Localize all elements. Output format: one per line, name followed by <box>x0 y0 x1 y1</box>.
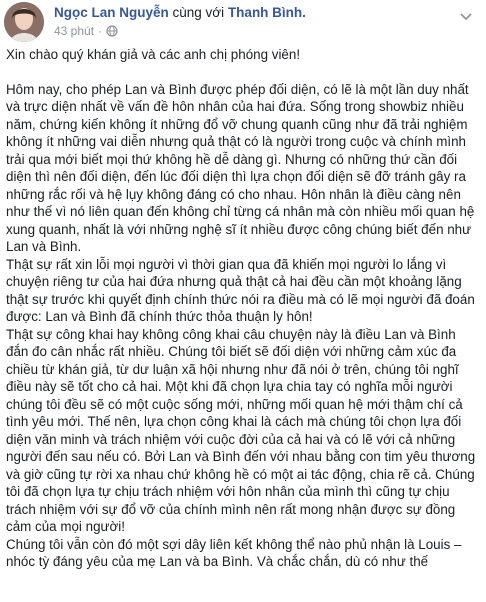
post-paragraph-3: Thật sự công khai hay không công khai câu chuyện này là điều Lan và Bình đắn đo cân nhắc rất nhiều. Chúng tôi biết sẽ đối diện với những cảm xúc đa chiều từ khán giả, từ dư luận xã hội nhưng như đã nói ở trên, chúng tôi nghĩ điều này sẽ tốt cho cả hai. Một khi đã chọn lựa chia tay có nghĩa mỗi người chúng tôi đều sẽ có một cuộc sống mới, những mối quan hệ mới thậm chí cả tình yêu mới. Thế nên, lựa chọn công khai là cách mà chúng tôi chọn lựa đối diện văn minh và trách nhiệm với cuộc đời của cả hai và có lẽ với cả những người đến sau nếu có. Bởi Lan và Bình đến với nhau bằng con tim yêu thương và giờ cũng tự rời xa nhau chứ không hề có một ai tác động, chia rẽ cả. Chúng tôi đã chọn lựa tự chịu trách nhiệm với hôn nhân của mình thì cũng tự chịu trách nhiệm với sự đổ vỡ của chính mình nên rất mong nhận được sự đồng cảm của mọi người! <box>6 326 476 534</box>
author-line <box>54 4 306 22</box>
tagged-name[interactable]: Thanh Bình. <box>227 5 306 20</box>
globe-icon <box>106 25 118 37</box>
post-greeting: Xin chào quý khán giả và các anh chị phóng viên! <box>6 47 301 62</box>
post-paragraph-4: Chúng tôi vẫn còn đó một sợi dây liên kết không thể nào phủ nhận là Louis – nhóc tỳ đáng yêu của mẹ Lan và ba Bình. Và chắc chắn, dù có như thế <box>6 536 462 569</box>
avatar-portrait <box>4 2 44 42</box>
with-text: cùng với <box>172 5 225 20</box>
post-time[interactable]: 43 phút <box>54 24 95 38</box>
chevron-down-icon[interactable] <box>458 8 474 24</box>
avatar[interactable] <box>4 2 44 42</box>
post-header <box>0 0 486 44</box>
meta-separator: · <box>98 24 103 38</box>
post-paragraph-1: Hôm nay, cho phép Lan và Bình được phép đối diện, có lẽ là một lần duy nhất và trực diện nhất về vấn đề hôn nhân của hai đứa. Sống trong showbiz nhiều năm, chứng kiến không ít những đổ vỡ chung quanh cũng như đã trải nghiệm không ít những vai diễn nhưng quả thật có là người trong cuộc và chính mình trải qua mới biết mọi thứ không hề dễ dàng gì. Nhưng có những thứ cần đối diện thì nên đối diện, đến lúc đối diện thì lựa chọn đối diện sẽ đỡ tránh gây ra những rắc rối và hệ lụy không đáng có cho nhau. Hôn nhân là điều càng nên như thế vì nó liên quan đến không chỉ từng cá nhân mà còn nhiều mối quan hệ xung quanh, nhất là với những nghệ sĩ ít nhiều được công chúng biết đến như Lan và Bình. <box>6 81 475 254</box>
post-meta <box>54 23 118 39</box>
post-body <box>6 46 480 571</box>
post-paragraph-2: Thật sự rất xin lỗi mọi người vì thời gian qua đã khiến mọi người lo lắng vì chuyện riêng tư của hai đứa nhưng quả thật cả hai đều cần một khoảng lặng thật sự trước khi quyết định chính thức nói ra điều mà có lẽ mọi người đã đoán được: Lan và Bình đã chính thức thỏa thuận ly hôn! <box>6 256 475 324</box>
author-name[interactable]: Ngọc Lan Nguyễn <box>54 5 169 20</box>
